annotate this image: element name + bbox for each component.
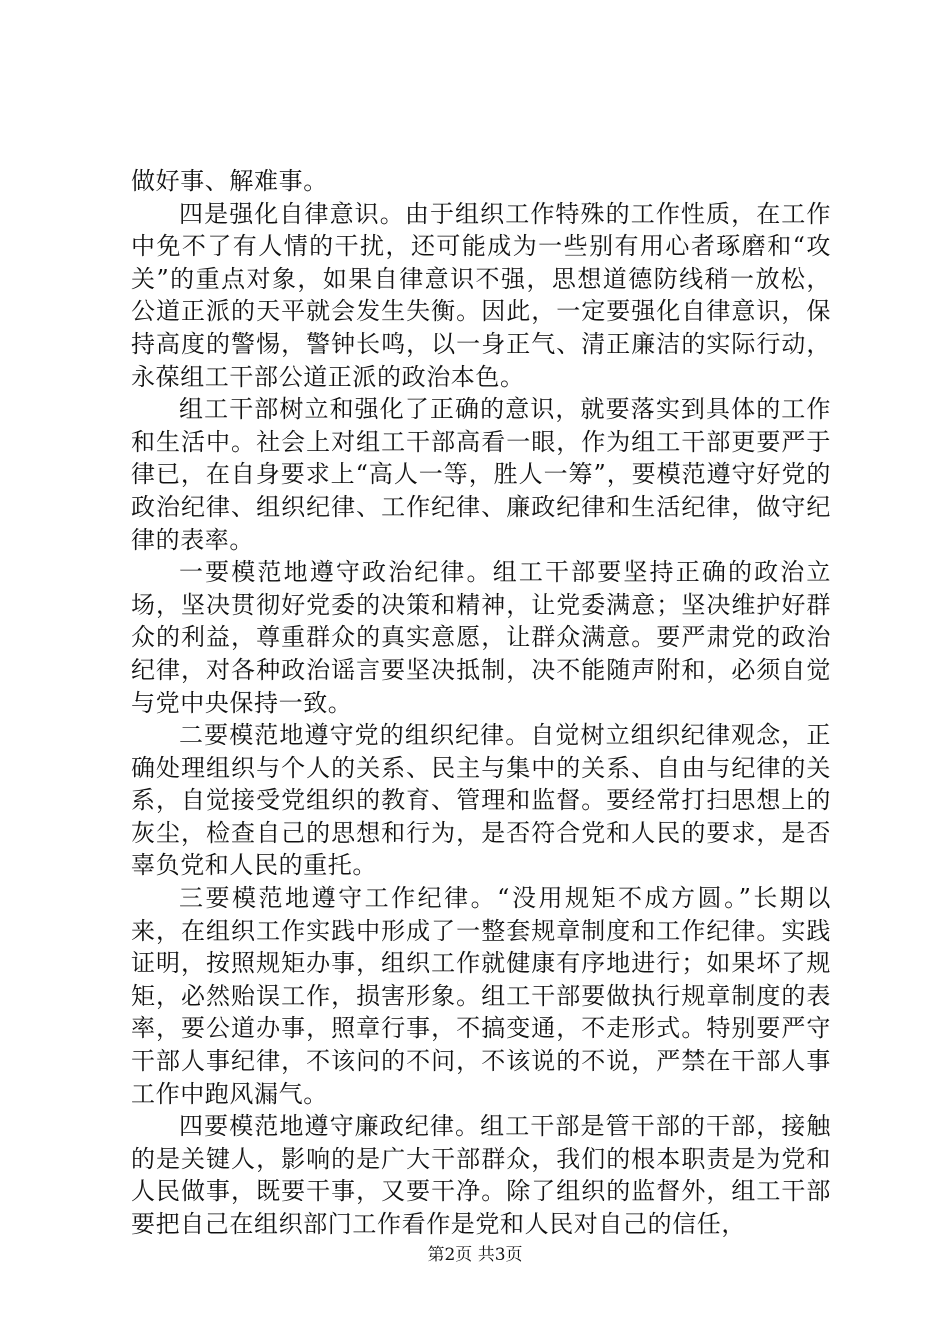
paragraph-organizational-discipline: 二要模范地遵守党的组织纪律。自觉树立组织纪律观念，正确处理组织与个人的关系、民主与集中的关系、自由与纪律的关系，自觉接受党组织的教育、管理和监督。要经常打扫思想上的灰尘，检查自己的思想和行为，是否符合党和人民的要求，是否辜负党和人民的重托。 xyxy=(131,721,831,880)
paragraph-work-discipline: 三要模范地遵守工作纪律。“没用规矩不成方圆。”长期以来，在组织工作实践中形成了一整套规章制度和工作纪律。实践证明，按照规矩办事，组织工作就健康有序地进行；如果坏了规矩，必然贻误工作，损害形象。组工干部要做执行规章制度的表率，要公道办事，照章行事，不搞变通，不走形式。特别要严守干部人事纪律，不该问的不问，不该说的不说，严禁在干部人事工作中跑风漏气。 xyxy=(131,884,831,1108)
paragraph-integrity-discipline: 四要模范地遵守廉政纪律。组工干部是管干部的干部，接触的是关键人，影响的是广大干部群众，我们的根本职责是为党和人民做事，既要干事，又要干净。除了组织的监督外，组工干部要把自己在组织部门工作看作是党和人民对自己的信任， xyxy=(131,1112,831,1238)
paragraph-political-discipline: 一要模范地遵守政治纪律。组工干部要坚持正确的政治立场，坚决贯彻好党委的决策和精神，让党委满意；坚决维护好群众的利益，尊重群众的真实意愿，让群众满意。要严肃党的政治纪律，对各种政治谣言要坚决抵制，决不能随声附和，必须自觉与党中央保持一致。 xyxy=(131,558,831,717)
paragraph-self-discipline: 四是强化自律意识。由于组织工作特殊的工作性质，在工作中免不了有人情的干扰，还可能成为一些别有用心者琢磨和“攻关”的重点对象，如果自律意识不强，思想道德防线稍一放松，公道正派的天平就会发生失衡。因此，一定要强化自律意识，保持高度的警惕，警钟长鸣，以一身正气、清正廉洁的实际行动，永葆组工干部公道正派的政治本色。 xyxy=(131,199,831,391)
paragraph-implementation: 组工干部树立和强化了正确的意识，就要落实到具体的工作和生活中。社会上对组工干部高看一眼，作为组工干部更要严于律已，在自身要求上“高人一等，胜人一筹”，要模范遵守好党的政治纪律、组织纪律、工作纪律、廉政纪律和生活纪律，做守纪律的表率。 xyxy=(131,395,831,554)
page-number-footer: 第2页 共3页 xyxy=(427,1245,523,1265)
document-body xyxy=(131,165,831,1241)
paragraph-continuation: 做好事、解难事。 xyxy=(131,167,328,195)
